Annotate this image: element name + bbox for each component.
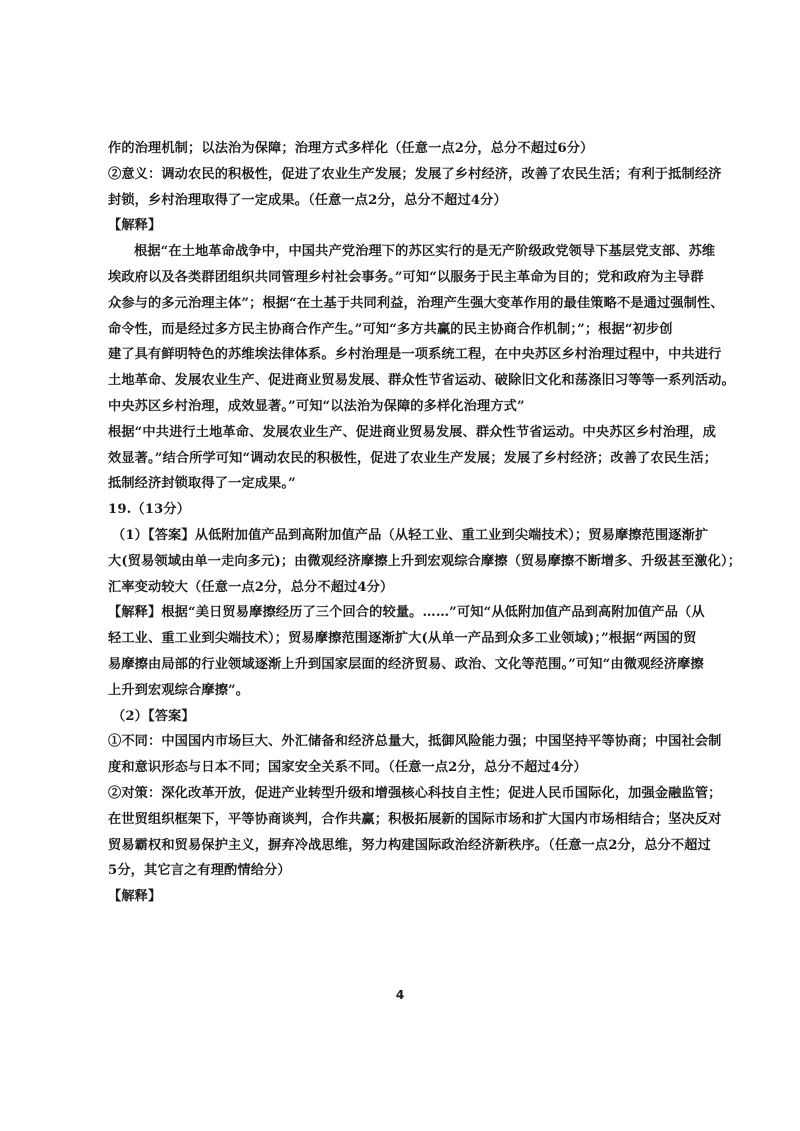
text-line: 众参与的多元治理主体”；根据“在土基于共同利益，治理产生强大变革作用的最佳策略不是通过强制性、 bbox=[108, 295, 724, 311]
text-line: 根据“中共进行土地革命、发展农业生产、促进商业贸易发展、群众性节省运动。中央苏区乡村治理，成 bbox=[108, 424, 716, 440]
text-line: 5分，其它言之有理酌情给分） bbox=[108, 863, 291, 879]
text-line: ②对策：深化改革开放，促进产业转型升级和增强核心科技自主性；促进人民币国际化，加强金融监管； bbox=[108, 785, 722, 801]
text-line: 大(贸易领域由单一走向多元)；由微观经济摩擦上升到宏观综合摩擦（贸易摩擦不断增多、升级甚至激化）； bbox=[108, 553, 742, 569]
text-line: 贸易霸权和贸易保护主义，摒弃冷战思维，努力构建国际政治经济新秩序。（任意一点2分，总分不超过 bbox=[108, 837, 711, 853]
answer-label: （2）【答案】 bbox=[112, 708, 195, 724]
section-label: 【解释】 bbox=[108, 889, 162, 905]
question-heading: 19.（13分） bbox=[108, 502, 191, 518]
page-number: 4 bbox=[395, 988, 405, 1002]
text-line: 根据“在土地革命战争中，中国共产党治理下的苏区实行的是无产阶级政党领导下基层党支部、苏维 bbox=[134, 244, 716, 260]
text-line: 作的治理机制；以法治为保障；治理方式多样化（任意一点2分，总分不超过6分） bbox=[108, 141, 594, 156]
text-line: 易摩擦由局部的行业领域逐渐上升到国家层面的经济贸易、政治、文化等范围。”可知“由微观经济摩擦 bbox=[108, 656, 704, 672]
text-line: 建了具有鲜明特色的苏维埃法律体系。乡村治理是一项系统工程，在中央苏区乡村治理过程中，中共进行 bbox=[108, 347, 722, 363]
text-line: ①不同：中国国内市场巨大、外汇储备和经济总量大，抵御风险能力强；中国坚持平等协商；中国社会制 bbox=[108, 734, 722, 750]
text-line: 封锁，乡村治理取得了一定成果。（任意一点2分，总分不超过4分） bbox=[108, 192, 507, 208]
text-line: 上升到宏观综合摩擦”。 bbox=[108, 682, 250, 698]
page-body bbox=[108, 136, 742, 910]
text-line: 土地革命、发展农业生产、促进商业贸易发展、群众性节省运动、破除旧文化和荡涤旧习等等一系列活动。 bbox=[108, 373, 735, 389]
answer-label: （1）【答案】从低附加值产品到高附加值产品（从轻工业、重工业到尖端技术）；贸易摩擦范围逐渐扩 bbox=[112, 527, 709, 543]
text-line: 效显著。”结合所学可知“调动农民的积极性，促进了农业生产发展；发展了乡村经济；改善了农民生活； bbox=[108, 450, 718, 466]
text-line: 在世贸组织框架下，平等协商谈判，合作共赢；积极拓展新的国际市场和扩大国内市场相结合；坚决反对 bbox=[108, 811, 722, 827]
text-line: 命令性，而是经过多方民主协商合作产生。”可知“多方共赢的民主协商合作机制；”；根据“初步创 bbox=[108, 321, 673, 337]
text-line: 轻工业、重工业到尖端技术）；贸易摩擦范围逐渐扩大(从单一产品到众多工业领域)；”根据“两国的贸 bbox=[108, 631, 697, 647]
text-line: 【解释】根据“美日贸易摩擦经历了三个回合的较量。……”可知“从低附加值产品到高附加值产品（从 bbox=[108, 605, 705, 621]
text-line: 度和意识形态与日本不同；国家安全关系不同。（任意一点2分，总分不超过4分） bbox=[108, 760, 587, 776]
section-label: 【解释】 bbox=[108, 218, 162, 234]
text-line: 抵制经济封锁取得了一定成果。” bbox=[108, 476, 296, 492]
text-line: 汇率变动较大（任意一点2分，总分不超过4分） bbox=[108, 579, 394, 595]
text-line: 埃政府以及各类群团组织共同管理乡村社会事务。”可知“以服务于民主革命为目的；党和政府为主导群 bbox=[108, 269, 704, 285]
text-line: ②意义：调动农民的积极性，促进了农业生产发展；发展了乡村经济，改善了农民生活；有利于抵制经济 bbox=[108, 166, 722, 182]
text-line: 中央苏区乡村治理，成效显著。”可知“以法治为保障的多样化治理方式” bbox=[108, 398, 525, 414]
